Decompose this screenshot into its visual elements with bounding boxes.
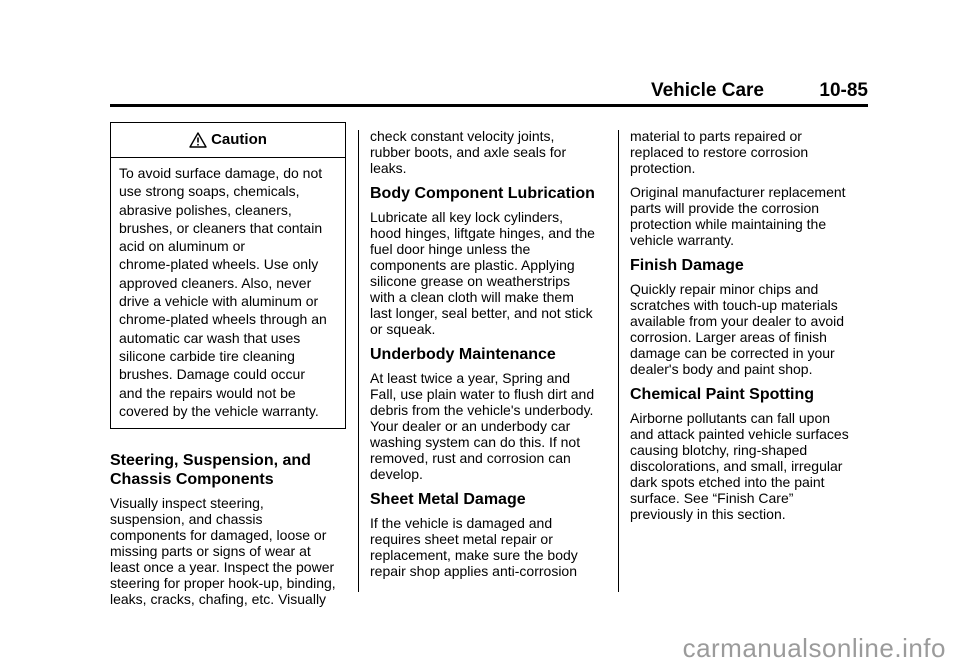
- lubrication-paragraph: [370, 209, 608, 337]
- caution-line: brushes. Damage could occur: [119, 366, 305, 383]
- heading-body-lubrication: Body Component Lubrication: [370, 185, 595, 202]
- text-line: develop.: [370, 466, 423, 482]
- text-line: Fall, use plain water to flush dirt and: [370, 386, 595, 402]
- oem-parts-paragraph: [630, 184, 868, 248]
- section-title: Vehicle Care: [650, 80, 764, 101]
- caution-line: approved cleaners. Also, never: [119, 274, 312, 291]
- caution-line: use strong soaps, chemicals,: [119, 183, 300, 200]
- text-line: leaks, cracks, chafing, etc. Visually: [110, 591, 327, 608]
- text-line: corrosion. Larger areas of finish: [630, 329, 827, 345]
- heading-finish-damage: Finish Damage: [630, 257, 744, 274]
- text-line: and attack painted vehicle surfaces: [630, 426, 849, 442]
- caution-title: Caution: [211, 131, 267, 148]
- heading-line: Chassis Components: [110, 471, 274, 489]
- caution-line: chrome-plated wheels through an: [119, 311, 327, 328]
- text-line: components are plastic. Applying: [370, 257, 575, 273]
- text-line: least once a year. Inspect the power: [110, 559, 335, 576]
- steering-paragraph: [110, 495, 348, 607]
- caution-line: brushes, or cleaners that contain: [119, 219, 323, 236]
- text-line: Lubricate all key lock cylinders,: [370, 209, 563, 225]
- text-line: protection.: [630, 160, 696, 176]
- column-1: [110, 122, 348, 615]
- text-line: protection while maintaining the: [630, 216, 827, 232]
- text-line: Airborne pollutants can fall upon: [630, 410, 831, 426]
- heading-line: Steering, Suspension, and: [110, 452, 311, 470]
- heading-sheet-metal: Sheet Metal Damage: [370, 491, 526, 508]
- text-line: material to parts repaired or: [630, 128, 802, 144]
- text-line: vehicle warranty.: [630, 232, 735, 248]
- caution-header: [111, 123, 345, 158]
- text-line: rubber boots, and axle seals for: [370, 144, 567, 160]
- text-line: dark spots etched into the paint: [630, 474, 825, 490]
- column-divider: [618, 130, 619, 592]
- heading-underbody: Underbody Maintenance: [370, 346, 556, 363]
- caution-line: chrome-plated wheels. Use only: [119, 256, 319, 273]
- text-line: washing system can do this. If not: [370, 434, 581, 450]
- text-line: dealer's body and paint shop.: [630, 361, 813, 377]
- page-header: [110, 80, 868, 107]
- finish-damage-paragraph: [630, 281, 868, 377]
- sheet-metal-paragraph: [370, 515, 608, 579]
- text-line: surface. See “Finish Care”: [630, 490, 794, 506]
- caution-line: acid on aluminum or: [119, 238, 246, 255]
- caution-line: drive a vehicle with aluminum or: [119, 293, 319, 310]
- text-line: missing parts or signs of wear at: [110, 543, 311, 560]
- caution-line: To avoid surface damage, do not: [119, 165, 323, 181]
- text-line: Original manufacturer replacement: [630, 184, 846, 200]
- caution-line: silicone carbide tire cleaning: [119, 347, 295, 364]
- text-line: components for damaged, loose or: [110, 527, 327, 544]
- underbody-paragraph: [370, 370, 608, 482]
- text-line: Visually inspect steering,: [110, 495, 264, 512]
- warning-triangle-icon: [189, 132, 207, 148]
- text-line: requires sheet metal repair or: [370, 531, 553, 547]
- text-line: steering for proper hook-up, binding,: [110, 575, 336, 592]
- caution-line: abrasive polishes, cleaners,: [119, 201, 292, 218]
- column-3: [630, 128, 868, 530]
- text-line: debris from the vehicle's underbody.: [370, 402, 594, 418]
- text-line: leaks.: [370, 160, 407, 176]
- text-line: fuel door hinge unless the: [370, 241, 531, 257]
- text-line: causing blotchy, ring-shaped: [630, 442, 808, 458]
- text-line: previously in this section.: [630, 506, 786, 522]
- text-line: repair shop applies anti-corrosion: [370, 563, 577, 579]
- text-line: At least twice a year, Spring and: [370, 370, 570, 386]
- text-line: hood hinges, liftgate hinges, and the: [370, 225, 595, 241]
- page-number: 10-85: [819, 80, 868, 101]
- text-line: check constant velocity joints,: [370, 128, 555, 144]
- text-line: last longer, seal better, and not stick: [370, 305, 593, 321]
- caution-line: covered by the vehicle warranty.: [119, 402, 319, 419]
- heading-steering: [110, 451, 348, 489]
- heading-chemical-spotting: Chemical Paint Spotting: [630, 386, 815, 403]
- continued-paragraph: [630, 128, 868, 176]
- caution-box: [110, 122, 346, 429]
- column-2: [370, 128, 608, 587]
- continued-paragraph: [370, 128, 608, 176]
- text-line: or squeak.: [370, 321, 436, 337]
- text-line: removed, rust and corrosion can: [370, 450, 571, 466]
- text-line: suspension, and chassis: [110, 511, 263, 528]
- column-divider: [358, 130, 359, 592]
- caution-line: automatic car wash that uses: [119, 329, 301, 346]
- text-line: available from your dealer to avoid: [630, 313, 845, 329]
- caution-text: [111, 158, 345, 428]
- text-line: replaced to restore corrosion: [630, 144, 809, 160]
- text-line: Your dealer or an underbody car: [370, 418, 571, 434]
- text-line: damage can be corrected in your: [630, 345, 835, 361]
- text-line: scratches with touch-up materials: [630, 297, 838, 313]
- chemical-spotting-paragraph: [630, 410, 868, 522]
- text-line: Quickly repair minor chips and: [630, 281, 819, 297]
- text-line: with a clean cloth will make them: [370, 289, 574, 305]
- site-watermark: carmanualsonline.info: [682, 633, 946, 663]
- text-line: replacement, make sure the body: [370, 547, 578, 563]
- text-line: discolorations, and small, irregular: [630, 458, 843, 474]
- caution-line: and the repairs would not be: [119, 384, 296, 401]
- text-line: parts will provide the corrosion: [630, 200, 820, 216]
- text-line: silicone grease on weatherstrips: [370, 273, 570, 289]
- text-line: If the vehicle is damaged and: [370, 515, 553, 531]
